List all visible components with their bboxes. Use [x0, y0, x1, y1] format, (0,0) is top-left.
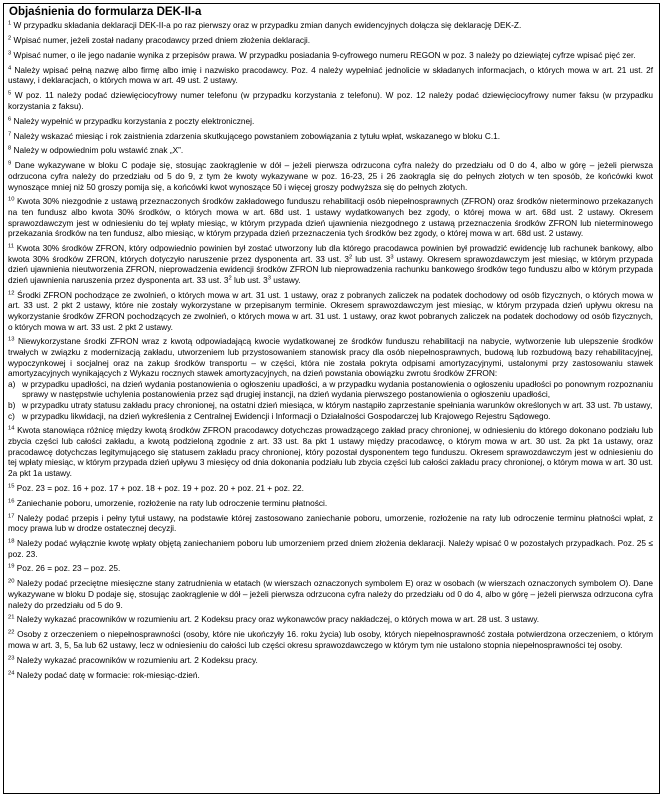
- footnote-12: [8, 290, 653, 332]
- footnote-text: W poz. 11 należy podać dziewięciocyfrowy numer telefonu (w przypadku korzystania z telefonu). W poz. 12 należy podać dziewięciocyfrowy numer faksu (w przypadku korzystania z faksu).: [8, 90, 653, 111]
- footnote-text: Należy w odpowiednim polu wstawić znak „X”.: [13, 145, 184, 156]
- footnote-text: Zaniechanie poboru, umorzenie, rozłożenie na raty lub odroczenie terminu płatności.: [16, 497, 328, 508]
- footnote-text: Środki ZFRON pochodzące ze zwolnień, o których mowa w art. 31 ust. 1 ustawy, oraz z pobranych zaliczek na podatek dochodowy od osób fizycznych, o których mowa w art. 33 ust. 2 pkt 2 ustawy, które nie zostały wykorzystane w przepisanym terminie. Okresem sprawozdawczym jest miesiąc, w którym przypada dzień upływu okresu na wykorzystanie środków ZFRON pochodzących ze zwolnień, o których mowa w art. 31 ust. 1 ustawy, oraz kwot pobranych zaliczek na podatek dochodowy od osób fizycznych, o których mowa w art. 33 ust. 2 pkt 2 ustawy.: [8, 289, 653, 332]
- footnote-8: [8, 145, 653, 156]
- footnote-3: [8, 50, 653, 61]
- footnote-9: [8, 160, 653, 192]
- footnote-1: [8, 20, 653, 31]
- footnote-text: Dane wykazywane w bloku C podaje się, stosując zaokrąglenie w dół – jeżeli pierwsza odrzucona cyfra należy do przedziału od 0 do 4, albo w górę – jeżeli pierwsza odrzucona cyfra należy do przedziału od 5 do 9, z tym że kwoty wykazywane w poz. 16-23, 25 i 26 zaokrągla się do pełnych złotych w ten sposób, że końcówki kwot wynoszące mniej niż 50 groszy pomija się, a końcówki kwot wynoszące 50 i więcej groszy podwyższa się do pełnych złotych.: [8, 160, 653, 192]
- footnote-text: Wpisać numer, o ile jego nadanie wynika z przepisów prawa. W przypadku posiadania 9-cyfrowego numeru REGON w poz. 3 należy po dziewiątej cyfrze wpisać pięć zer.: [13, 49, 636, 60]
- footnote-14: [8, 425, 653, 478]
- footnote-number: 1: [8, 20, 12, 27]
- footnote-text: Należy podać wyłącznie kwotę wpłaty objętą zaniechaniem poboru lub umorzeniem przed dniem złożenia deklaracji. Należy wpisać 0 w pozostałych przypadkach. Poz. 25 ≤ poz. 23.: [8, 537, 653, 559]
- footnote-6: [8, 116, 653, 127]
- footnote-21: [8, 614, 653, 625]
- footnote-text: Kwota 30% środków ZFRON, który odpowiednio powinien był zostać utworzony lub dla którego pracodawca powinien był prowadzić ewidencję lub rachunek bankowy, albo kwota 30% środków ZFRON, których dotyczyło naruszenie przez dysponenta art. 33 ust. $3^2$ lub ust. $3^3$ ustawy. Okresem sprawozdawczym jest miesiąc, w którym przypada dzień ujawnienia nieutworzenia ZFRON, nieprowadzenia ewidencji środków ZFRON lub nieprowadzenia rachunku bankowego środków tego funduszu albo w którym przypada dzień ujawnienia naruszenia przez dysponenta art. 33 ust. $3^2$ lub ust. $3^3$ ustawy.: [8, 243, 653, 285]
- footnote-11: [8, 243, 653, 285]
- footnote-text: Osoby z orzeczeniem o niepełnosprawności (osoby, które nie ukończyły 16. roku życia) lub osoby, których niepełnosprawność została potwierdzona orzeczeniem, o którym mowa w art. 3, 5, 5a lub 62 ustawy, lecz w odniesieniu do całości lub części okresu sprawozdawczego w którym tym nie ustalono stopnia niepełnosprawności tej osoby.: [8, 629, 653, 650]
- list-item-text: w przypadku upadłości, na dzień wydania postanowienia o ogłoszeniu upadłości, a w przypadku wydania postanowienia o ogłoszeniu upadłości po ponownym rozpoznaniu sprawy w następstwie uchylenia postanowienia przez sąd drugiej instancji, na dzień wydania pierwszego postanowienia o ogłoszeniu upadłości,: [22, 378, 653, 400]
- footnote-number: 7: [8, 131, 12, 138]
- footnote-number: 14: [8, 425, 15, 432]
- footnote-number: 23: [8, 655, 15, 662]
- list-item: [8, 400, 653, 411]
- footnote-number: 5: [8, 90, 12, 97]
- footnote-number: 2: [8, 35, 12, 42]
- list-item: [8, 379, 653, 400]
- footnote-13-list: [8, 379, 653, 421]
- footnote-text: Należy wypełnić w przypadku korzystania z poczty elektronicznej.: [13, 115, 255, 126]
- footnote-number: 8: [8, 145, 12, 152]
- list-item-label: b): [8, 399, 16, 410]
- footnote-16: [8, 498, 653, 509]
- footnote-number: 15: [8, 483, 15, 490]
- footnote-number: 9: [8, 160, 12, 167]
- footnote-17: [8, 513, 653, 534]
- footnote-4: [8, 65, 653, 86]
- footnote-number: 20: [8, 578, 15, 585]
- footnote-text: Należy podać datę w formacie: rok-miesiąc-dzień.: [16, 669, 200, 680]
- list-item-text: w przypadku likwidacji, na dzień wykreślenia z Centralnej Ewidencji i Informacji o Działalności Gospodarczej lub Krajowego Rejestru Sądowego.: [22, 410, 551, 421]
- footnote-text: Kwota stanowiąca różnicę między kwotą środków ZFRON pracodawcy dotychczas prowadzącego zakład pracy chronionej, w odniesieniu do którego dokonano podziału lub zbycia części lub całości zakładu, a kwotą podzieloną zgodnie z art. 33 ust. 8a pkt 1 ustawy między pracodawcę, o którym mowa w art. 30 ust. 2a pkt 1a ustawy, oraz pracodawcę dotychczas legitymującego się statusem zakładu pracy chronionej, który pozostał dysponentem tego funduszu. Okresem sprawozdawczym jest w odniesieniu do tej wpłaty miesiąc, w którym przypada dzień upływu 3 miesięcy od dnia dokonania podziału lub zbycia części lub całości zakładu pracy chronionej, o którym mowa w art. 30 ust. 2a pkt 1a ustawy.: [8, 425, 653, 478]
- list-item: [8, 411, 653, 422]
- footnote-number: 17: [8, 513, 15, 519]
- footnote-text: W przypadku składania deklaracji DEK-II-a po raz pierwszy oraz w przypadku zmian danych ewidencyjnych dołącza się deklarację DEK-Z.: [13, 20, 522, 30]
- footnote-5: [8, 90, 653, 111]
- footnote-number: 21: [8, 614, 15, 621]
- footnote-text: Należy wskazać miesiąc i rok zaistnienia zdarzenia skutkującego powstaniem zobowiązania z tytułu wpłat, wskazanego w bloku C.1.: [13, 130, 501, 141]
- footnote-number: 13: [8, 336, 15, 343]
- footnote-number: 4: [8, 65, 12, 72]
- footnote-7: [8, 131, 653, 142]
- footnote-number: 22: [8, 629, 15, 636]
- footnote-text: Należy wpisać pełną nazwę albo firmę albo imię i nazwisko pracodawcy. Poz. 4 należy wypełniać jednolicie w składanych informacjach, o których mowa w art. 21 ust. 2f ustawy, i deklaracjach, o których mowa w art. 49 ust. 2 ustawy.: [8, 64, 653, 86]
- footnote-number: 11: [8, 243, 15, 250]
- footnote-23: [8, 655, 653, 666]
- footnote-number: 6: [8, 116, 12, 123]
- list-item-label: c): [8, 410, 15, 421]
- footnote-text: Niewykorzystane środki ZFRON wraz z kwotą odpowiadającą kwocie wydatkowanej ze środków funduszu rehabilitacji na nabycie, wytworzenie lub ulepszenie środków trwałych w związku z modernizacją zakładu, utworzeniem lub przystosowaniem stanowisk pracy dla osób niepełnosprawnych, budową lub rozbudową bazy rehabilitacyjnej, wypoczynkowej i socjalnej oraz na zakup środków transportu – w części, która nie została pokryta odpisami amortyzacyjnymi, ustalonymi przy zastosowaniu stawek amortyzacyjnych wynikających z Wykazu rocznych stawek amortyzacyjnych, na dzień powstania obowiązku zwrotu środków ZFRON:: [8, 336, 653, 379]
- list-item-text: w przypadku utraty statusu zakładu pracy chronionej, na ostatni dzień miesiąca, w którym nastąpiło zaprzestanie spełniania warunków określonych w art. 33 ust. 7b ustawy,: [22, 399, 653, 410]
- footnote-text: Należy wykazać pracowników w rozumieniu art. 2 Kodeksu pracy.: [16, 654, 258, 665]
- footnote-10: [8, 196, 653, 238]
- footnote-number: 10: [8, 196, 15, 203]
- footnote-19: [8, 563, 653, 574]
- footnote-text: Poz. 26 = poz. 23 – poz. 25.: [16, 563, 121, 574]
- footnote-13: [8, 336, 653, 378]
- footnote-2: [8, 35, 653, 46]
- footnote-number: 16: [8, 498, 15, 505]
- footnote-20: [8, 578, 653, 610]
- list-item-label: a): [8, 378, 16, 389]
- footnote-text: Należy podać przepis i pełny tytuł ustawy, na podstawie której zastosowano zaniechanie poboru, umorzenie, rozłożenie na raty lub odroczenie terminu płatności wpłat, z mocy prawa lub w drodze ostatecznej decyzji.: [8, 512, 653, 534]
- footnote-text: Poz. 23 = poz. 16 + poz. 17 + poz. 18 + poz. 19 + poz. 20 + poz. 21 + poz. 22.: [16, 482, 304, 493]
- footnote-number: 12: [8, 290, 15, 297]
- footnote-15: [8, 483, 653, 494]
- footnote-22: [8, 629, 653, 650]
- document-title: Objaśnienia do formularza DEK-II-a: [9, 6, 202, 18]
- footnote-number: 3: [8, 50, 12, 57]
- footnote-18: [8, 538, 653, 559]
- footnote-number: 24: [8, 670, 15, 677]
- footnote-text: Kwota 30% niezgodnie z ustawą przeznaczonych środków zakładowego funduszu rehabilitacji osób niepełnosprawnych (ZFRON) oraz środków nieterminowo przekazanych na ten fundusz albo kwota 30% środków, o których mowa w art. 68d ust. 1 ustawy wydatkowanych bez zgody, o której mowa w art. 68d ust. 2 ustawy. Okresem sprawozdawczym jest w odniesieniu do tej wpłaty miesiąc, w którym przypada dzień ujawnienia niezgodnego z ustawą przeznaczenia środków ZFRON lub nieterminowego przekazania środków na ten fundusz, albo miesiąc, w którym przypada dzień przeznaczenia tych środków bez zgody, o której mowa w art. 68d ust. 2 ustawy.: [8, 196, 653, 239]
- footnote-number: 19: [8, 563, 15, 570]
- footnote-text: Wpisać numer, jeżeli został nadany pracodawcy przed dniem złożenia deklaracji.: [13, 34, 311, 45]
- footnote-text: Należy wykazać pracowników w rozumieniu art. 2 Kodeksu pracy oraz wykonawców pracy nakładczej, o których mowa w art. 28 ust. 3 ustawy.: [16, 614, 540, 625]
- footnote-24: [8, 670, 653, 681]
- explanatory-notes: [8, 20, 653, 685]
- footnote-number: 18: [8, 538, 15, 545]
- footnote-text: Należy podać przeciętne miesięczne stany zatrudnienia w etatach (w wierszach oznaczonych symbolem E) oraz w osobach (w wierszach oznaczonych symbolem O). Dane wykazywane w bloku D podaje się, stosując zaokrąglenie w dół – jeżeli pierwsza odrzucona cyfra należy do przedziału od 0 do 4, albo w górę – jeżeli pierwsza odrzucona cyfra należy do przedziału od 5 do 9.: [8, 578, 653, 610]
